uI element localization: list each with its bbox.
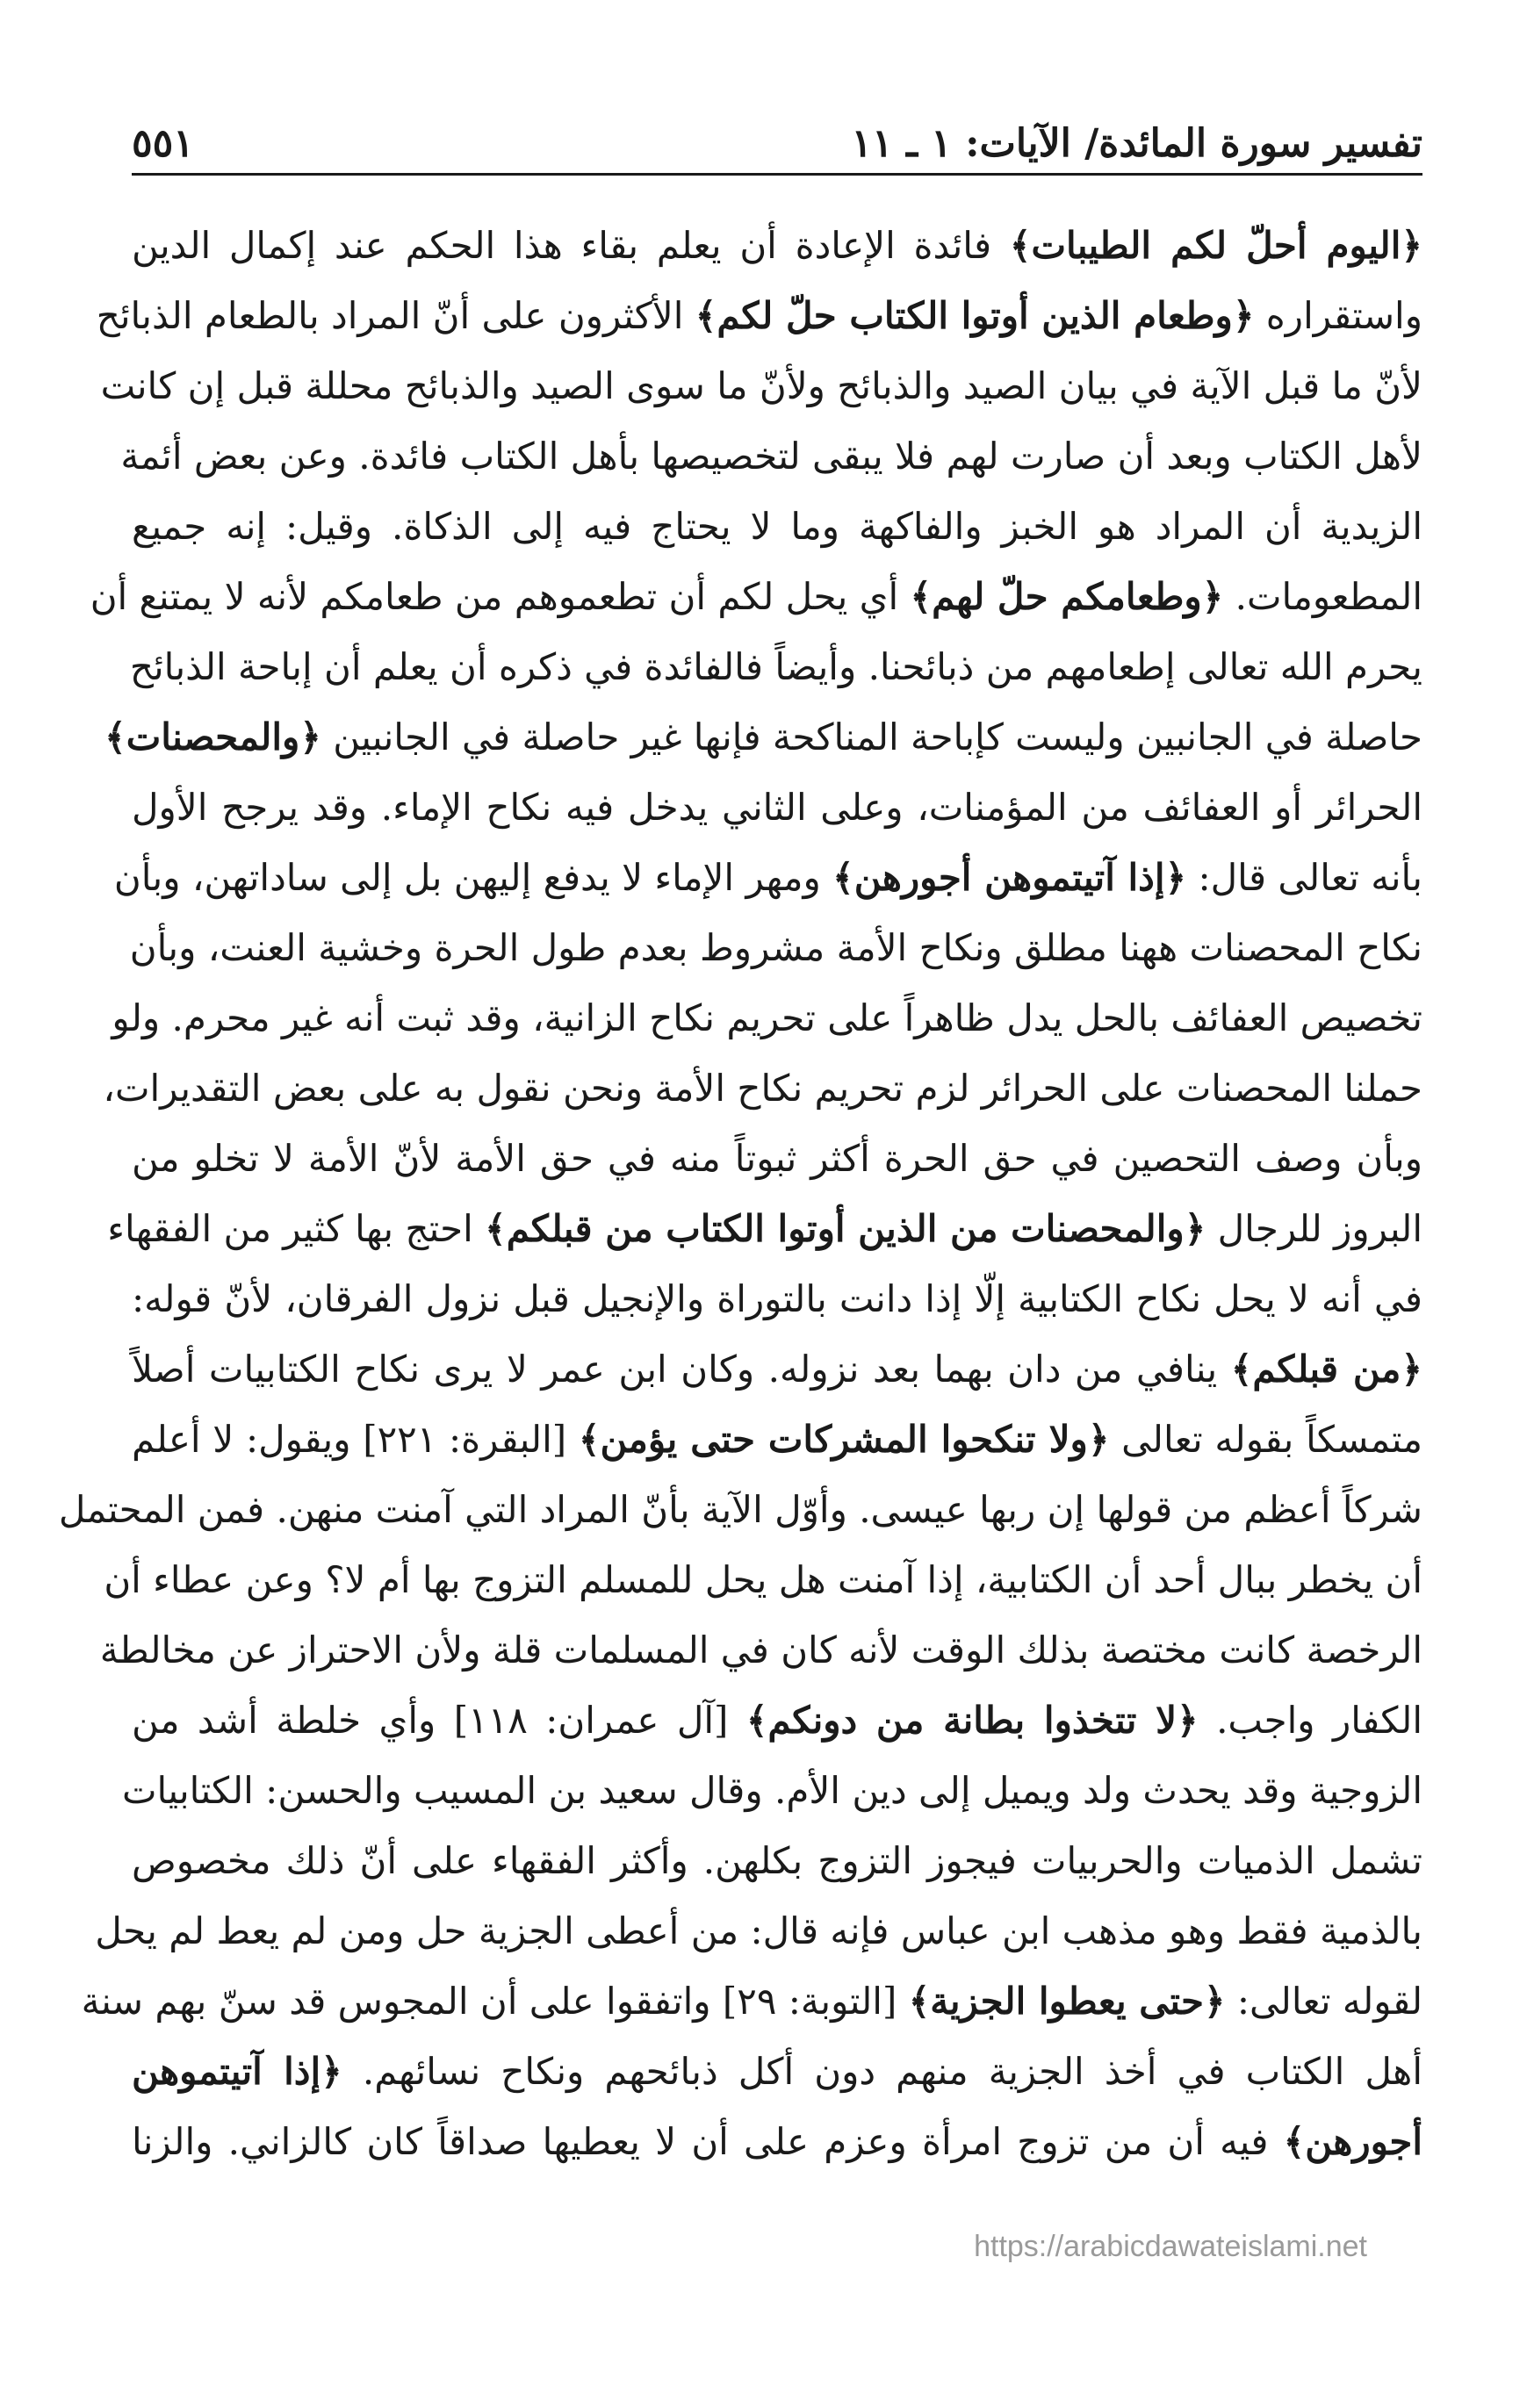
quran-quote: ﴿إذا آتيتموهن أجورهن﴾: [832, 856, 1187, 899]
text-line: [104, 1545, 1422, 1615]
text-line: [132, 1264, 1422, 1334]
text-line: [58, 1475, 1422, 1545]
commentary-text: الحرائر أو العفائف من المؤمنات، وعلى الثاني يدخل فيه نكاح الإماء. وقد يرجح الأول: [132, 786, 1422, 829]
source-url-watermark: https://arabicdawateislami.net: [974, 2230, 1367, 2263]
commentary-text: ومهر الإماء لا يدفع إليهن بل إلى ساداتهن، وبأن: [113, 856, 833, 899]
text-line: [132, 211, 1422, 281]
commentary-text: فيه أن من تزوج امرأة وعزم على أن لا يعطيها صداقاً كان كالزاني. والزنا: [132, 2120, 1284, 2163]
commentary-text: تشمل الذميات والحربيات فيجوز التزوج بكلهن. وأكثر الفقهاء على أنّ ذلك مخصوص: [132, 1839, 1422, 1882]
text-line: [121, 1756, 1422, 1826]
commentary-text: الزوجية وقد يحدث ولد ويميل إلى دين الأم. وقال سعيد بن المسيب والحسن: الكتابيات: [121, 1769, 1422, 1812]
commentary-text: ينافي من دان بهما بعد نزوله. وكان ابن عمر لا يرى نكاح الكتابيات أصلاً: [132, 1348, 1231, 1391]
commentary-text: حاصلة في الجانبين وليست كإباحة المناكحة فإنها غير حاصلة في الجانبين: [320, 715, 1422, 758]
commentary-text: المطعومات.: [1223, 575, 1422, 618]
commentary-text: حملنا المحصنات على الحرائر لزم تحريم نكاح الأمة ونحن نقول به على بعض التقديرات،: [103, 1067, 1422, 1110]
text-line: [132, 1124, 1422, 1194]
text-line: [120, 421, 1422, 492]
text-line: [132, 1405, 1422, 1475]
commentary-text: أن يخطر ببال أحد أن الكتابية، إذا آمنت هل يحل للمسلم التزوج بها أم لا؟ وعن عطاء أن: [104, 1558, 1422, 1601]
commentary-text: واستقراره: [1254, 294, 1422, 337]
tafsir-body-text: [58, 211, 1422, 2177]
text-line: [132, 1334, 1422, 1405]
text-line: [100, 351, 1422, 421]
quran-quote: ﴿إذا آتيتموهن: [132, 2050, 342, 2093]
quran-quote: ﴿والمحصنات من الذين أوتوا الكتاب من قبلكم﴾: [485, 1207, 1206, 1250]
quran-quote: ﴿من قبلكم﴾: [1230, 1348, 1422, 1391]
page-header: [132, 105, 1422, 176]
text-line: [129, 913, 1422, 983]
commentary-text: متمسكاً بقوله تعالى: [1109, 1418, 1422, 1461]
commentary-text: لأهل الكتاب وبعد أن صارت لهم فلا يبقى لتخصيصها بأهل الكتاب فائدة. وعن بعض أئمة: [120, 435, 1422, 478]
commentary-text: أهل الكتاب في أخذ الجزية منهم دون أكل ذبائحهم ونكاح نسائهم.: [342, 2050, 1422, 2093]
commentary-text: تخصيص العفائف بالحل يدل ظاهراً على تحريم نكاح الزانية، وقد ثبت أنه غير محرم. ولو: [112, 996, 1422, 1039]
text-line: [132, 1826, 1422, 1896]
header-divider: [132, 173, 1422, 176]
commentary-text: الأكثرون على أنّ المراد بالطعام الذبائح: [96, 294, 695, 337]
text-line: [132, 773, 1422, 843]
text-line: [95, 1896, 1422, 1966]
commentary-text: شركاً أعظم من قولها إن ربها عيسى. وأوّل الآية بأنّ المراد التي آمنت منهن. فمن المحتمل: [58, 1488, 1422, 1531]
text-line: [112, 983, 1422, 1053]
commentary-text: [آل عمران: ١١٨] وأي خلطة أشد من: [132, 1699, 746, 1742]
commentary-text: الرخصة كانت مختصة بذلك الوقت لأنه كان في المسلمات قلة ولأن الاحتراز عن مخالطة: [99, 1628, 1422, 1671]
commentary-text: فائدة الإعادة أن يعلم بقاء هذا الحكم عند إكمال الدين: [132, 224, 1010, 267]
commentary-text: وبأن وصف التحصين في حق الحرة أكثر ثبوتاً منه في حق الأمة لأنّ الأمة لا تخلو من: [132, 1137, 1422, 1180]
text-line: [132, 2037, 1422, 2107]
commentary-text: [البقرة: ٢٢١] ويقول: لا أعلم: [132, 1418, 579, 1461]
commentary-text: بأنه تعالى قال:: [1186, 856, 1422, 899]
quran-quote: ﴿ولا تنكحوا المشركات حتى يؤمن﴾: [578, 1418, 1110, 1461]
quran-quote: ﴿لا تتخذوا بطانة من دونكم﴾: [745, 1699, 1199, 1742]
commentary-text: [التوبة: ٢٩] واتفقوا على أن المجوس قد سنّ بهم سنة: [81, 1980, 909, 2023]
text-line: [81, 1966, 1422, 2037]
commentary-text: أي يحل لكم أن تطعموهم من طعامكم لأنه لا يمتنع أن: [90, 575, 911, 618]
text-line: [132, 2107, 1422, 2177]
text-line: [99, 1615, 1422, 1686]
quran-quote: أجورهن﴾: [1283, 2120, 1422, 2163]
text-line: [103, 1053, 1422, 1124]
text-line: [132, 1686, 1422, 1756]
commentary-text: بالذمية فقط وهو مذهب ابن عباس فإنه قال: من أعطى الجزية حل ومن لم يعط لم يحل: [95, 1909, 1422, 1952]
quran-quote: ﴿حتى يعطوا الجزية﴾: [908, 1980, 1226, 2023]
text-line: [104, 702, 1422, 773]
commentary-text: في أنه لا يحل نكاح الكتابية إلّا إذا دانت بالتوراة والإنجيل قبل نزول الفرقان، لأنّ قوله:: [132, 1277, 1422, 1320]
commentary-text: لقوله تعالى:: [1225, 1980, 1422, 2023]
page-number: ٥٥١: [132, 121, 194, 166]
commentary-text: نكاح المحصنات ههنا مطلق ونكاح الأمة مشروط بعدم طول الحرة وخشية العنت، وبأن: [129, 926, 1422, 969]
commentary-text: احتج بها كثير من الفقهاء: [107, 1207, 486, 1250]
commentary-text: الكفار واجب.: [1198, 1699, 1422, 1742]
text-line: [107, 1194, 1422, 1264]
quran-quote: ﴿وطعام الذين أوتوا الكتاب حلّ لكم﴾: [695, 294, 1255, 337]
text-line: [90, 562, 1422, 632]
quran-quote: ﴿اليوم أحلّ لكم الطيبات﴾: [1009, 224, 1422, 267]
commentary-text: الزيدية أن المراد هو الخبز والفاكهة وما لا يحتاج فيه إلى الذكاة. وقيل: إنه جميع: [132, 505, 1422, 548]
commentary-text: البروز للرجال: [1206, 1207, 1422, 1250]
running-title: تفسير سورة المائدة/ الآيات: ١ ـ ١١: [851, 121, 1422, 166]
text-line: [129, 632, 1422, 702]
text-line: [113, 843, 1422, 913]
quran-quote: ﴿وطعامكم حلّ لهم﴾: [910, 575, 1224, 618]
text-line: [132, 492, 1422, 562]
commentary-text: لأنّ ما قبل الآية في بيان الصيد والذبائح ولأنّ ما سوى الصيد والذبائح محللة قبل إن كانت: [100, 364, 1422, 407]
quran-quote: ﴿والمحصنات﴾: [104, 715, 321, 758]
text-line: [96, 281, 1422, 351]
commentary-text: يحرم الله تعالى إطعامهم من ذبائحنا. وأيضاً فالفائدة في ذكره أن يعلم أن إباحة الذبائح: [129, 645, 1422, 688]
